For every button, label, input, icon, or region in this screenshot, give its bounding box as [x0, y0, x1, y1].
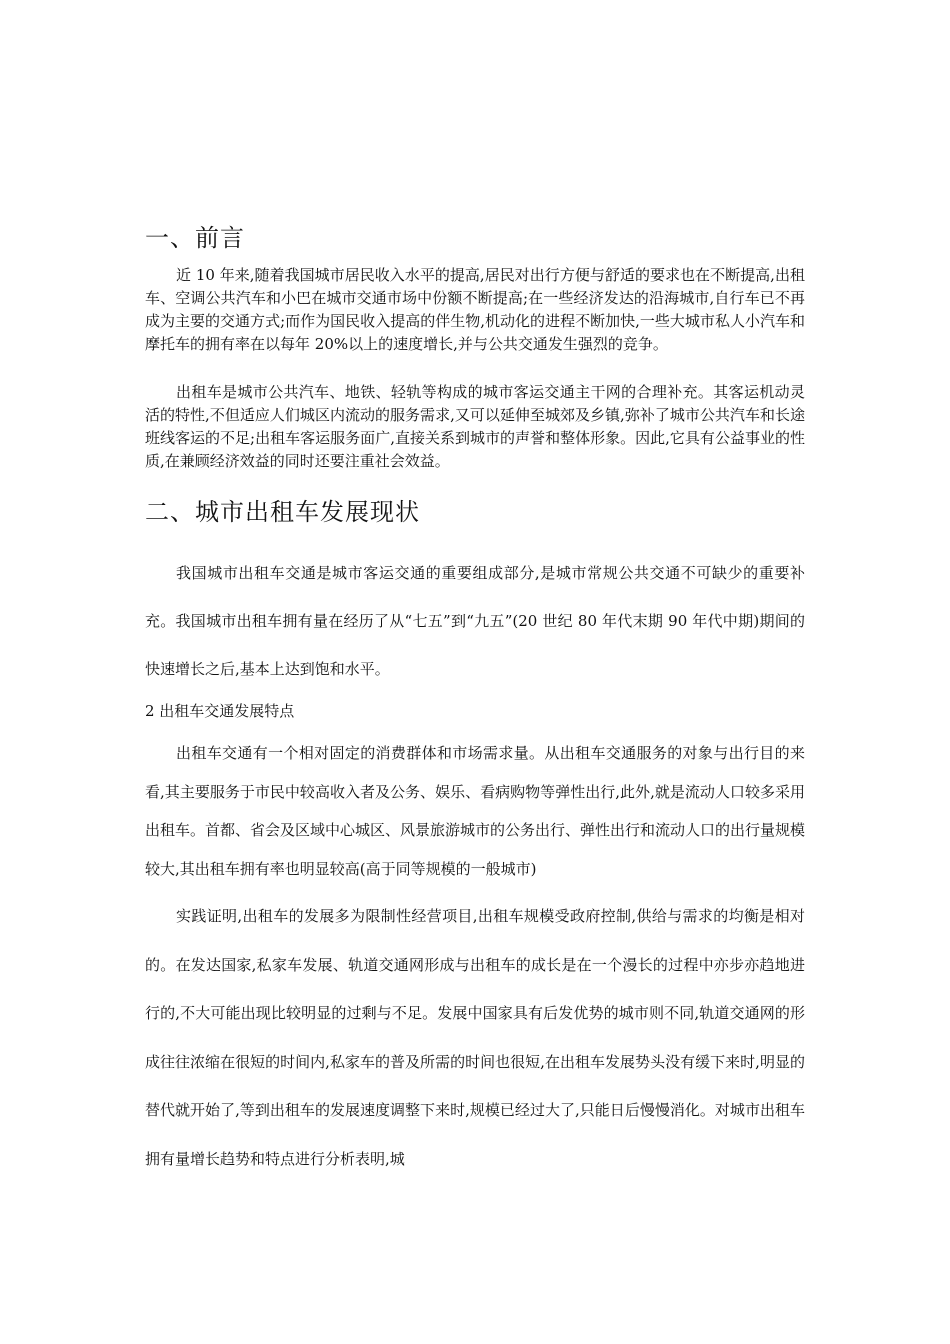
features-paragraph-1: 出租车交通有一个相对固定的消费群体和市场需求量。从出租车交通服务的对象与出行目的来看,其主要服务于市民中较高收入者及公务、娱乐、看病购物等弹性出行,此外,就是流动人口较多采用出租车。首都、省会及区域中心城区、风景旅游城市的公务出行、弹性出行和流动人口的出行量规模较大,其出租车拥有率也明显较高(高于同等规模的一般城市) [145, 744, 806, 878]
subsection-heading-features: 2 出租车交通发展特点 [145, 702, 295, 720]
taxi-status-paragraph: 我国城市出租车交通是城市客运交通的重要组成部分,是城市常规公共交通不可缺少的重要补充。我国城市出租车拥有量在经历了从“七五”到“九五”(20 世纪 80 年代末期 90 年代中期)期间的快速增长之后,基本上达到饱和水平。 [145, 564, 805, 678]
preface-paragraph-1: 近 10 年来,随着我国城市居民收入水平的提高,居民对出行方便与舒适的要求也在不断提高,出租车、空调公共汽车和小巴在城市交通市场中份额不断提高;在一些经济发达的沿海城市,自行车已不再成为主要的交通方式;而作为国民收入提高的伴生物,机动化的进程不断加快,一些大城市私人小汽车和摩托车的拥有率在以每年 20%以上的速度增长,并与公共交通发生强烈的竞争。 [145, 266, 805, 353]
section-heading-taxi-status: 二、城市出租车发展现状 [145, 498, 420, 526]
features-paragraph-2: 实践证明,出租车的发展多为限制性经营项目,出租车规模受政府控制,供给与需求的均衡是相对的。在发达国家,私家车发展、轨道交通网形成与出租车的成长是在一个漫长的过程中亦步亦趋地进行的,不大可能出现比较明显的过剩与不足。发展中国家具有后发优势的城市则不同,轨道交通网的形成往往浓缩在很短的时间内,私家车的普及所需的时间也很短,在出租车发展势头没有缓下来时,明显的替代就开始了,等到出租车的发展速度调整下来时,规模已经过大了,只能日后慢慢消化。对城市出租车拥有量增长趋势和特点进行分析表明,城 [145, 907, 805, 1168]
section-heading-preface: 一、前言 [145, 224, 245, 252]
preface-paragraph-2: 出租车是城市公共汽车、地铁、轻轨等构成的城市客运交通主干网的合理补充。其客运机动灵活的特性,不但适应人们城区内流动的服务需求,又可以延伸至城郊及乡镇,弥补了城市公共汽车和长途班线客运的不足;出租车客运服务面广,直接关系到城市的声誉和整体形象。因此,它具有公益事业的性质,在兼顾经济效益的同时还要注重社会效益。 [145, 383, 805, 470]
